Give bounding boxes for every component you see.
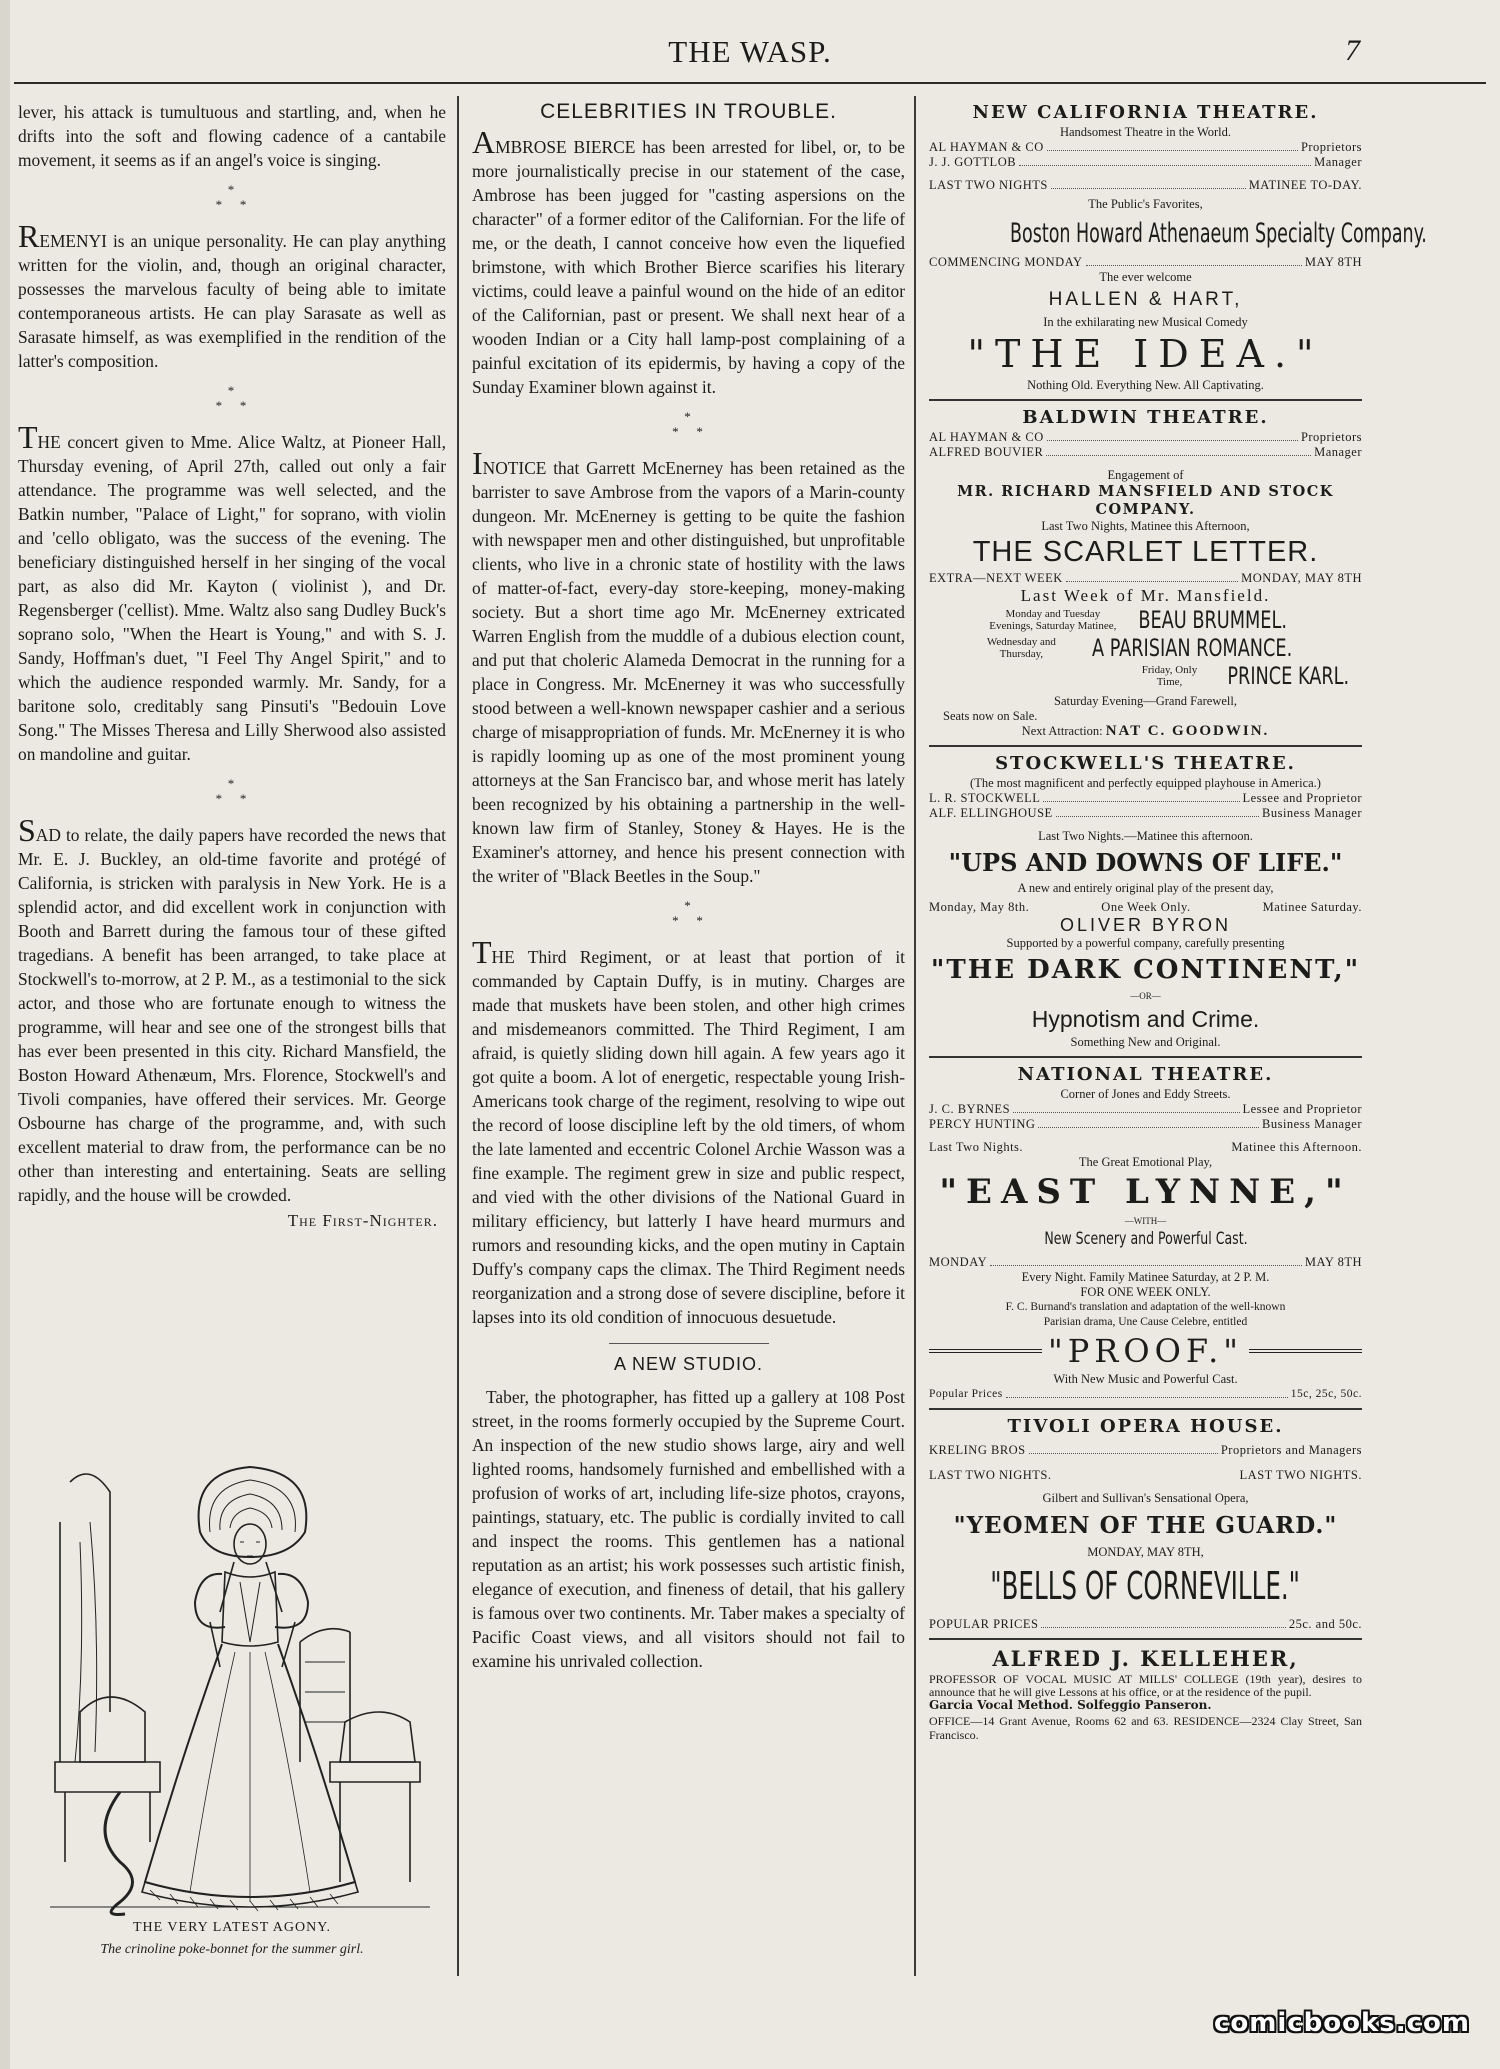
illustration-caption: THE VERY LATEST AGONY. bbox=[132, 1920, 332, 1935]
ad-line: The Great Emotional Play, bbox=[1078, 1155, 1213, 1169]
article-paragraph bbox=[472, 124, 905, 399]
ad-line: A new and entirely original play of the present day, bbox=[1017, 881, 1274, 895]
ad-feature-line bbox=[929, 1564, 1362, 1609]
ad-feature-line: "UPS AND DOWNS OF LIFE." bbox=[948, 848, 1343, 877]
ad-feature-line: "THE IDEA." bbox=[967, 332, 1324, 376]
ad-feature-line bbox=[929, 218, 1427, 249]
ad-separator bbox=[929, 1638, 1362, 1640]
ad-line: The ever welcome bbox=[1099, 270, 1192, 284]
article-paragraph: Taber, the photographer, has fitted up a gallery at 108 Post street, in the rooms formerly occupied by the Supreme Court. An inspection of the new studio shows large, airy and well lighted rooms, handsomely furnished and embellished with a profusion of works of art, including life-size photos, crayons, paintings, statuary, etc. The public is cordially invited to call and inspect the rooms. This gentlemen has a national reputation as an artist; his work possesses such artistic finish, elegance of execution, and fineness of detail, that his gallery is famous over two continents. Mr. Taber makes a specialty of Pacific Coast views, and all visitors should not fail to examine his unrivaled collection. bbox=[472, 1387, 905, 1671]
ad-heading: BALDWIN THEATRE. bbox=[1022, 407, 1269, 428]
ad-row-right: MAY 8TH bbox=[1304, 255, 1362, 269]
ad-row-right: Matinee Saturday. bbox=[1262, 900, 1362, 914]
ad-line: (The most magnificent and perfectly equipped playhouse in America.) bbox=[970, 776, 1321, 790]
ad-row-right: Lessee and Proprietor bbox=[1242, 1102, 1362, 1116]
ad-row-left: J. C. BYRNES bbox=[929, 1102, 1011, 1116]
column-divider-1 bbox=[457, 96, 459, 1976]
ad-row-left: AL HAYMAN & CO bbox=[929, 430, 1044, 444]
ad-row bbox=[929, 1443, 1362, 1458]
ad-feature-line: "EAST LYNNE," bbox=[939, 1172, 1352, 1212]
ad-row-left: MONDAY bbox=[929, 1255, 988, 1269]
ad-line: Engagement of bbox=[1107, 468, 1184, 482]
ad-row bbox=[929, 155, 1362, 170]
ad-line: —OR— bbox=[1130, 991, 1161, 1001]
ad-row-right: MONDAY, MAY 8TH bbox=[1241, 571, 1362, 585]
article-paragraph bbox=[18, 812, 446, 1207]
ad-heading: STOCKWELL'S THEATRE. bbox=[995, 753, 1296, 774]
ad-row-right: Manager bbox=[1314, 155, 1362, 169]
paragraph-text: MBROSE BIERCE has been arrested for libel, or, to be more journalistically precise in our statement of the case, Ambrose has been jugged for "casting aspersions on the character" of a former editor of the Californian. For the life of me, or the death, I cannot conceive how even the liquefied brimstone, with which Brother Bierce scarifies his literary victims, could leave a painful wound on the hide of an editor of the Californian, past or present. We shall next hear of a wooden Indian or a City hall lamp-post complaining of a painful excitation of its epidermis, by having a copy of the Sunday Examiner blown against it. bbox=[472, 137, 905, 397]
ad-feature-line: THE SCARLET LETTER. bbox=[972, 536, 1319, 568]
ad-row bbox=[929, 255, 1362, 270]
ad-row-left: Popular Prices bbox=[929, 1388, 1003, 1400]
ad-row-right: Proprietors bbox=[1300, 140, 1362, 154]
article-paragraph bbox=[18, 218, 446, 373]
ad-line: Supported by a powerful company, carefully presenting bbox=[1006, 936, 1285, 950]
page-number: 7 bbox=[1345, 34, 1360, 67]
ad-feature-text: Boston Howard Athenaeum Specialty Company. bbox=[1010, 218, 1427, 249]
column-2 bbox=[472, 100, 905, 1673]
drop-cap: A bbox=[472, 124, 496, 160]
ad-line: Corner of Jones and Eddy Streets. bbox=[1060, 1087, 1231, 1101]
ad-play-row bbox=[929, 662, 1362, 690]
ad-line: OFFICE—14 Grant Avenue, Rooms 62 and 63. RESIDENCE—2324 Clay Street, San Francisco. bbox=[929, 1714, 1362, 1742]
drop-cap: S bbox=[18, 812, 36, 848]
ad-row-left: ALF. ELLINGHOUSE bbox=[929, 806, 1053, 820]
ad-play-title: A PARISIAN ROMANCE. bbox=[1092, 634, 1293, 662]
ad-line: HALLEN & HART, bbox=[1048, 289, 1243, 310]
ad-line: Saturday Evening—Grand Farewell, bbox=[1054, 694, 1237, 708]
ad-row-left: LAST TWO NIGHTS. bbox=[929, 1468, 1052, 1482]
ad-row bbox=[929, 178, 1362, 193]
ad-heading: NEW CALIFORNIA THEATRE. bbox=[972, 102, 1319, 123]
ad-line: MONDAY, MAY 8TH, bbox=[1087, 1545, 1204, 1559]
ad-row-right: 25c. and 50c. bbox=[1288, 1617, 1362, 1631]
advertisements-column bbox=[929, 100, 1427, 1742]
ad-play-when: Wednesday and Thursday, bbox=[986, 636, 1056, 660]
ad-row-left: POPULAR PRICES bbox=[929, 1617, 1039, 1631]
header-rule bbox=[14, 82, 1486, 84]
ad-row-left: KRELING BROS bbox=[929, 1443, 1026, 1457]
ad-row-left: COMMENCING MONDAY bbox=[929, 255, 1083, 269]
ad-row-center: One Week Only. bbox=[1101, 900, 1191, 914]
ad-line: Last Two Nights.—Matinee this afternoon. bbox=[1038, 829, 1253, 843]
ad-row-left: Last Two Nights. bbox=[929, 1140, 1024, 1154]
ad-row-right: 15c, 25c, 50c. bbox=[1290, 1388, 1362, 1400]
article-paragraph: lever, his attack is tumultuous and startling, and, when he drifts into the soft and flowing cadence of a cantabile movement, it seems as if an angel's voice is singing. bbox=[18, 102, 446, 170]
ad-feature-line: "THE DARK CONTINENT," bbox=[930, 955, 1361, 985]
ad-line: Every Night. Family Matinee Saturday, at 2 P. M. bbox=[1021, 1270, 1270, 1284]
ad-feature-line: "YEOMEN OF THE GUARD." bbox=[953, 1512, 1338, 1539]
ad-separator bbox=[929, 1408, 1362, 1410]
ad-line: Gilbert and Sullivan's Sensational Opera, bbox=[1042, 1491, 1249, 1505]
ad-heading: ALFRED J. KELLEHER, bbox=[992, 1646, 1299, 1671]
ad-row-left: AL HAYMAN & CO bbox=[929, 140, 1044, 154]
ad-next-attraction: NAT C. GOODWIN. bbox=[1105, 723, 1270, 739]
ad-proof-row bbox=[929, 1332, 1362, 1370]
ad-line: Handsomest Theatre in the World. bbox=[1059, 125, 1232, 139]
ad-row-right: Proprietors bbox=[1300, 430, 1362, 444]
section-asterism: * * * bbox=[672, 409, 705, 439]
ad-row bbox=[929, 1468, 1362, 1483]
section-rule bbox=[609, 1343, 769, 1344]
column-1 bbox=[18, 100, 446, 1231]
drop-cap: T bbox=[18, 419, 38, 455]
ad-row-left: PERCY HUNTING bbox=[929, 1117, 1036, 1131]
ad-row bbox=[929, 791, 1362, 806]
ad-row bbox=[929, 1255, 1362, 1270]
ad-row-right: Proprietors and Managers bbox=[1220, 1443, 1362, 1457]
ad-line: In the exhilarating new Musical Comedy bbox=[1043, 315, 1248, 329]
ad-feature-text: "BELLS OF CORNEVILLE." bbox=[990, 1564, 1301, 1608]
ad-row bbox=[929, 140, 1362, 155]
ad-play-title: BEAU BRUMMEL. bbox=[1138, 606, 1287, 634]
ad-separator bbox=[929, 1056, 1362, 1058]
ad-separator bbox=[929, 399, 1362, 401]
fashion-illustration bbox=[50, 1462, 430, 1920]
article-paragraph bbox=[472, 445, 905, 888]
masthead-title: THE WASP. bbox=[668, 34, 832, 69]
article-heading: A NEW STUDIO. bbox=[613, 1354, 763, 1374]
site-watermark: comicbooks.com bbox=[1213, 2008, 1470, 2038]
ad-row-left: LAST TWO NIGHTS bbox=[929, 178, 1048, 192]
ad-row bbox=[929, 1102, 1362, 1117]
ad-row-left: Monday, May 8th. bbox=[929, 900, 1030, 914]
ad-play-title: PRINCE KARL. bbox=[1226, 662, 1349, 690]
article-paragraph bbox=[472, 934, 905, 1329]
ad-row-right: MAY 8TH bbox=[1304, 1255, 1362, 1269]
ad-row bbox=[929, 1617, 1362, 1632]
column-divider-2 bbox=[914, 96, 916, 1976]
section-asterism: * * * bbox=[215, 383, 249, 413]
ad-line: The Public's Favorites, bbox=[1088, 197, 1203, 211]
ad-separator bbox=[929, 745, 1362, 747]
ad-line bbox=[929, 724, 1362, 739]
ad-row-left: EXTRA—NEXT WEEK bbox=[929, 571, 1063, 585]
ad-line: —WITH— bbox=[1124, 1216, 1167, 1226]
ad-row-right: Business Manager bbox=[1262, 1117, 1362, 1131]
ad-play-when: Friday, Only Time, bbox=[1141, 664, 1198, 688]
ad-row bbox=[929, 571, 1362, 586]
ad-line: With New Music and Powerful Cast. bbox=[1053, 1372, 1238, 1386]
ad-row-left: L. R. STOCKWELL bbox=[929, 791, 1041, 805]
paragraph-text: NOTICE that Garrett McEnerney has been retained as the barrister to save Ambrose from the vapors of a Marin-county dungeon. Mr. McEnerney is getting to be quite the fashion with newspaper men and other distinguished, but unprofitable clients, who live in a chronic state of hostility with the laws of matter-of-fact, every-day store-keeping, money-making society. But a short time ago Mr. McEnerney extricated Warren English from the muddle of a dubious election count, and put that choleric Alameda Democrat in the running for a place in Congress. Mr. McEnerney it was who successfully stood between a well-known newspaper cashier and a serious charge of misappropriation of funds. Mr. McEnerney it is who is rapidly looming up as one of the most prominent young attorneys at the San Francisco bar, and whose merit has lately been recognized by his obtaining a partnership in the well-known law firm of Stanley, Stoney & Hayes. He is the Examiner's attorney, and hence his present connection with the writer of "Black Beetles in the Soup." bbox=[472, 458, 905, 886]
paragraph-text: AD to relate, the daily papers have recorded the news that Mr. E. J. Buckley, an old-time favorite and protégé of California, is stricken with paralysis in New York. He is a splendid actor, and did excellent work in conjunction with Booth and Barrett during the famous tour of these gifted tragedians. A benefit has been arranged, to take place at Stockwell's to-morrow, at 2 P. M., as a testimonial to the sick actor, and those who are fortunate enough to witness the programme, will hear and see one of the strongest bills that has ever been presented in this city. Richard Mansfield, the Boston Howard Athenæum, Mrs. Florence, Stockwell's and Tivoli companies, have offered their services. Mr. George Osbourne has charge of the programme, and, with such excellent material to draw from, the performance can be no other than interesting and entertaining. Seats are selling rapidly, and the house will be crowded. bbox=[18, 825, 446, 1205]
ad-row bbox=[929, 430, 1362, 445]
ad-row bbox=[929, 445, 1362, 460]
section-asterism: * * * bbox=[672, 898, 705, 928]
ad-line: Something New and Original. bbox=[1070, 1035, 1221, 1049]
ad-rule bbox=[929, 1349, 1042, 1353]
ad-rule bbox=[1249, 1349, 1362, 1353]
ad-row-right: Lessee and Proprietor bbox=[1242, 791, 1362, 805]
drop-cap: I bbox=[472, 445, 483, 481]
drop-cap: R bbox=[18, 218, 40, 254]
ad-line: MR. RICHARD MANSFIELD AND STOCK COMPANY. bbox=[957, 483, 1334, 518]
illustration-subcaption: The crinoline poke-bonnet for the summer girl. bbox=[100, 1942, 364, 1957]
section-asterism: * * * bbox=[215, 182, 249, 212]
ad-row-right: Matinee this Afternoon. bbox=[1231, 1140, 1362, 1154]
paragraph-text: HE Third Regiment, or at least that portion of it commanded by Captain Duffy, is in mutiny. Charges are made that muskets have been stolen, and other high crimes and misdemeanors committed. The Third Regiment, I am afraid, is quietly sliding down hill again. A few years ago it got quite a boom. A lot of energetic, respectable young Irish-Americans took charge of the regiment, resolving to wipe out the record of loose discipline left by the old timers, of whom the late lamented and eccentric Colonel Archie Wasson was a fine example. The regiment grew in size and public respect, and vied with the other divisions of the National Guard in military efficiency, but latterly I have heard murmurs and rumors and resounding kicks, and the open mutiny in Captain Duffy's company caps the climax. The Third Regiment needs reorganization and a strong dose of severe discipline, before it lapses into its old condition of innocuous desuetude. bbox=[472, 947, 905, 1327]
ad-play-row bbox=[929, 606, 1362, 634]
ad-play-row bbox=[929, 634, 1362, 662]
ad-row-right: Manager bbox=[1314, 445, 1362, 459]
ad-line: PROFESSOR OF VOCAL MUSIC AT MILLS' COLLEGE (19th year), desires to announce that he will give Lessons at his office, or at the residence of the pupil. bbox=[929, 1672, 1362, 1699]
ad-line: FOR ONE WEEK ONLY. bbox=[1080, 1285, 1211, 1299]
ad-play-when: Monday and Tuesday Evenings, Saturday Matinee, bbox=[989, 608, 1117, 632]
ad-line: Last Week of Mr. Mansfield. bbox=[1020, 586, 1271, 605]
ad-row bbox=[929, 806, 1362, 821]
drop-cap: T bbox=[472, 934, 492, 970]
paragraph-text: EMENYI is an unique personality. He can play anything written for the violin, and, though an original character, possesses the marvelous faculty of being able to imitate contemporaneous artists. He can play Sarasate as well as Sarasate himself, as was exemplified in the rendition of the latter's composition. bbox=[18, 231, 446, 371]
ad-line bbox=[929, 1229, 1362, 1249]
ad-feature-line: Hypnotism and Crime. bbox=[1031, 1006, 1260, 1032]
ad-row-left: J. J. GOTTLOB bbox=[929, 155, 1017, 169]
ad-line-text: New Scenery and Powerful Cast. bbox=[1043, 1229, 1248, 1249]
section-asterism: * * * bbox=[215, 776, 249, 806]
ad-row bbox=[929, 1387, 1362, 1402]
ad-line: Parisian drama, Une Cause Celebre, entitled bbox=[1043, 1316, 1248, 1328]
ad-row-left: ALFRED BOUVIER bbox=[929, 445, 1044, 459]
ad-heading: NATIONAL THEATRE. bbox=[1017, 1064, 1274, 1085]
binding-edge bbox=[0, 0, 10, 2069]
ad-line: Nothing Old. Everything New. All Captivating. bbox=[1027, 378, 1264, 392]
ad-line: OLIVER BYRON bbox=[1059, 915, 1232, 935]
ad-label: Next Attraction: bbox=[1021, 724, 1103, 738]
ad-line: Seats now on Sale. bbox=[943, 709, 1038, 723]
ad-row-right: MATINEE TO-DAY. bbox=[1248, 178, 1362, 192]
ad-row bbox=[929, 1117, 1362, 1132]
ad-heading: TIVOLI OPERA HOUSE. bbox=[1007, 1416, 1284, 1437]
byline-signature: The First-Nighter. bbox=[287, 1211, 438, 1230]
ad-line: Last Two Nights, Matinee this Afternoon, bbox=[1041, 519, 1250, 533]
ad-feature-text: "PROOF." bbox=[1048, 1332, 1243, 1370]
ad-line: Garcia Vocal Method. Solfeggio Panseron. bbox=[929, 1698, 1212, 1712]
article-heading: CELEBRITIES IN TROUBLE. bbox=[540, 100, 837, 123]
paragraph-text: HE concert given to Mme. Alice Waltz, at Pioneer Hall, Thursday evening, of April 27th, called out only a fair attendance. The programme was well selected, and the Batkin number, "Palace of Light," for soprano, with violin and 'cello obligato, was the success of the evening. The beneficiary distinguished herself in her singing of the vocal part, as also did Mr. Kayton ( violinist ), and Dr. Regensberger ('cellist). Mme. Waltz also sang Dudley Buck's soprano solo, "When the Heart is Young," and with S. J. Sandy, Hoffman's duet, "I Feel Thy Angel Spirit," and to which the audience responded warmly. Mr. Sandy, for a baritone solo, creditably sang Pinsuti's "Bedouin Love Song." The Misses Theresa and Lilly Sherwood also assisted on mandoline and guitar. bbox=[18, 432, 446, 764]
ad-row bbox=[929, 900, 1362, 915]
ad-row-right: Business Manager bbox=[1262, 806, 1362, 820]
ad-line: F. C. Burnand's translation and adaptation of the well-known bbox=[1005, 1301, 1286, 1313]
article-paragraph bbox=[18, 419, 446, 766]
ad-row-right: LAST TWO NIGHTS. bbox=[1239, 1468, 1362, 1482]
ad-row bbox=[929, 1140, 1362, 1155]
